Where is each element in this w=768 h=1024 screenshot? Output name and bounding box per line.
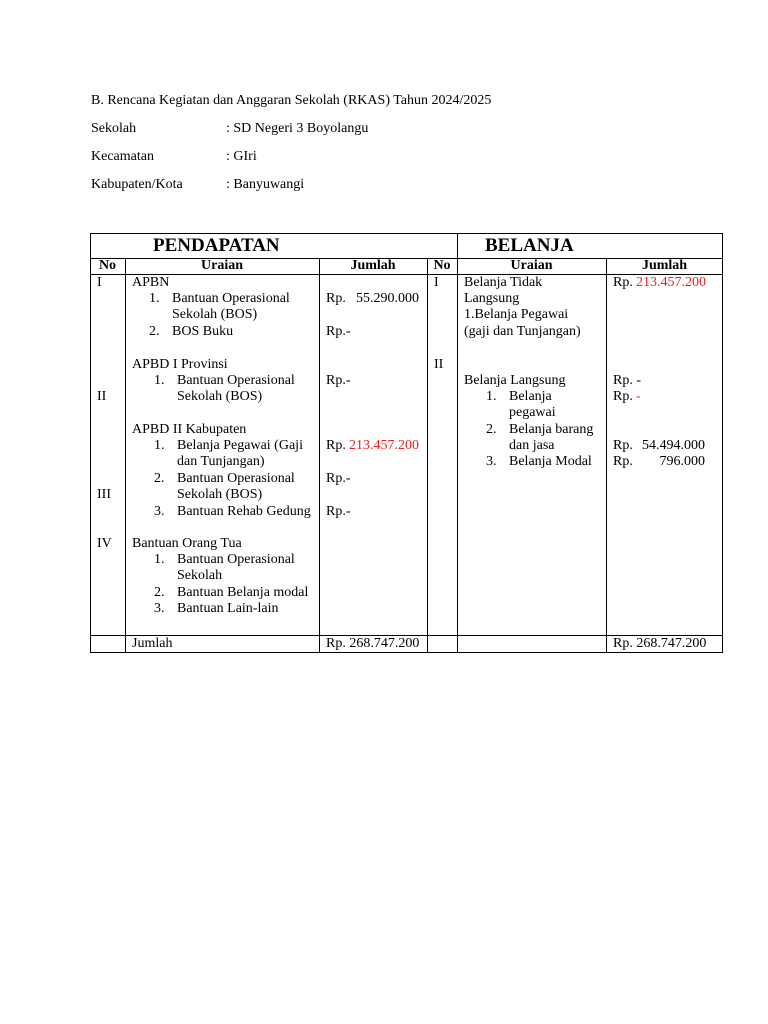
item-number: 3. [154,601,165,616]
item-label: dan Tunjangan) [177,454,265,469]
amount-prefix: Rp. [613,275,633,290]
item-number: 3. [154,504,165,519]
info-label: Kecamatan [91,149,154,164]
amount-prefix: Rp.- [326,504,351,519]
amount-value: 213.457.200 [636,275,706,290]
col-header-no: No [433,258,451,273]
pendapatan-group-name: Bantuan Orang Tua [132,536,242,551]
item-number: 1. [154,438,165,453]
col-header-no: No [98,258,117,273]
pendapatan-no: II [97,389,107,404]
col-header-uraian: Uraian [201,258,243,273]
item-label: Bantuan Operasional [177,552,295,567]
pendapatan-total-value: Rp. 268.747.200 [326,636,420,651]
belanja-total-value: Rp. 268.747.200 [613,636,707,651]
amount-prefix: Rp. [613,454,633,469]
belanja-no: I [434,275,439,290]
pendapatan-no: I [97,275,102,290]
item-number: 2. [154,471,165,486]
item-number: 2. [149,324,160,339]
item-number: 1. [149,291,160,306]
table-line [457,233,458,653]
pendapatan-group-name: APBD II Kabupaten [132,422,247,437]
item-label: Belanja Modal [509,454,592,469]
item-label: dan jasa [509,438,555,453]
item-label: Belanja Pegawai (Gaji [177,438,303,453]
pendapatan-group-name: APBD I Provinsi [132,357,228,372]
belanja-group-name: (gaji dan Tunjangan) [464,324,581,339]
belanja-group-name: 1.Belanja Pegawai [464,307,569,322]
amount-prefix: Rp. [326,438,346,453]
item-label: Bantuan Rehab Gedung [177,504,311,519]
belanja-no: II [434,357,444,372]
amount-value: 213.457.200 [349,438,419,453]
amount-prefix: Rp. [613,438,633,453]
rkas-table [90,233,723,653]
table-line [125,258,126,653]
item-label: Bantuan Lain-lain [177,601,279,616]
item-label: Bantuan Operasional [177,471,295,486]
item-label: Sekolah (BOS) [172,307,258,322]
item-number: 3. [486,454,497,469]
item-label: BOS Buku [172,324,234,339]
info-label: Sekolah [91,121,137,136]
item-number: 2. [486,422,497,437]
item-label: Bantuan Belanja modal [177,585,309,600]
amount-prefix: Rp. [613,389,633,404]
belanja-group-name: Langsung [464,291,520,306]
item-label: Belanja [509,389,552,404]
item-label: Belanja barang [509,422,594,437]
item-label: Sekolah [177,568,223,583]
amount-value: 54.494.000 [642,438,705,453]
item-label: Bantuan Operasional [177,373,295,388]
amount-prefix: Rp.- [326,324,351,339]
col-header-jumlah: Jumlah [641,258,688,273]
col-header-uraian: Uraian [510,258,553,273]
item-label: pegawai [509,405,556,420]
col-header-jumlah: Jumlah [350,258,396,273]
info-value: : GIri [226,149,257,164]
item-number: 2. [154,585,165,600]
belanja-group-name: Belanja Tidak [464,275,543,290]
table-line [427,258,428,653]
pendapatan-no: IV [97,536,112,551]
item-number: 1. [486,389,497,404]
item-number: 1. [154,373,165,388]
belanja-group-name: Belanja Langsung [464,373,566,388]
info-value: : SD Negeri 3 Boyolangu [226,121,369,136]
info-label: Kabupaten/Kota [91,177,183,192]
amount-value: Rp. - [613,373,641,388]
item-label: Sekolah (BOS) [177,389,263,404]
amount-prefix: Rp.- [326,373,351,388]
belanja-title: BELANJA [485,235,574,256]
pendapatan-total-label: Jumlah [132,636,173,651]
amount-value: 796.000 [659,454,705,469]
table-line [319,258,320,653]
table-line [606,258,607,653]
amount-value: - [636,389,641,404]
amount-prefix: Rp.- [326,471,351,486]
pendapatan-no: III [97,487,111,502]
amount-prefix: Rp. [326,291,346,306]
pendapatan-group-name: APBN [132,275,170,290]
item-number: 1. [154,552,165,567]
item-label: Sekolah (BOS) [177,487,263,502]
document-heading: B. Rencana Kegiatan dan Anggaran Sekolah (RKAS) Tahun 2024/2025 [91,93,492,108]
info-value: : Banyuwangi [226,177,305,192]
item-label: Bantuan Operasional [172,291,290,306]
pendapatan-title: PENDAPATAN [153,235,280,256]
amount-value: 55.290.000 [356,291,419,306]
